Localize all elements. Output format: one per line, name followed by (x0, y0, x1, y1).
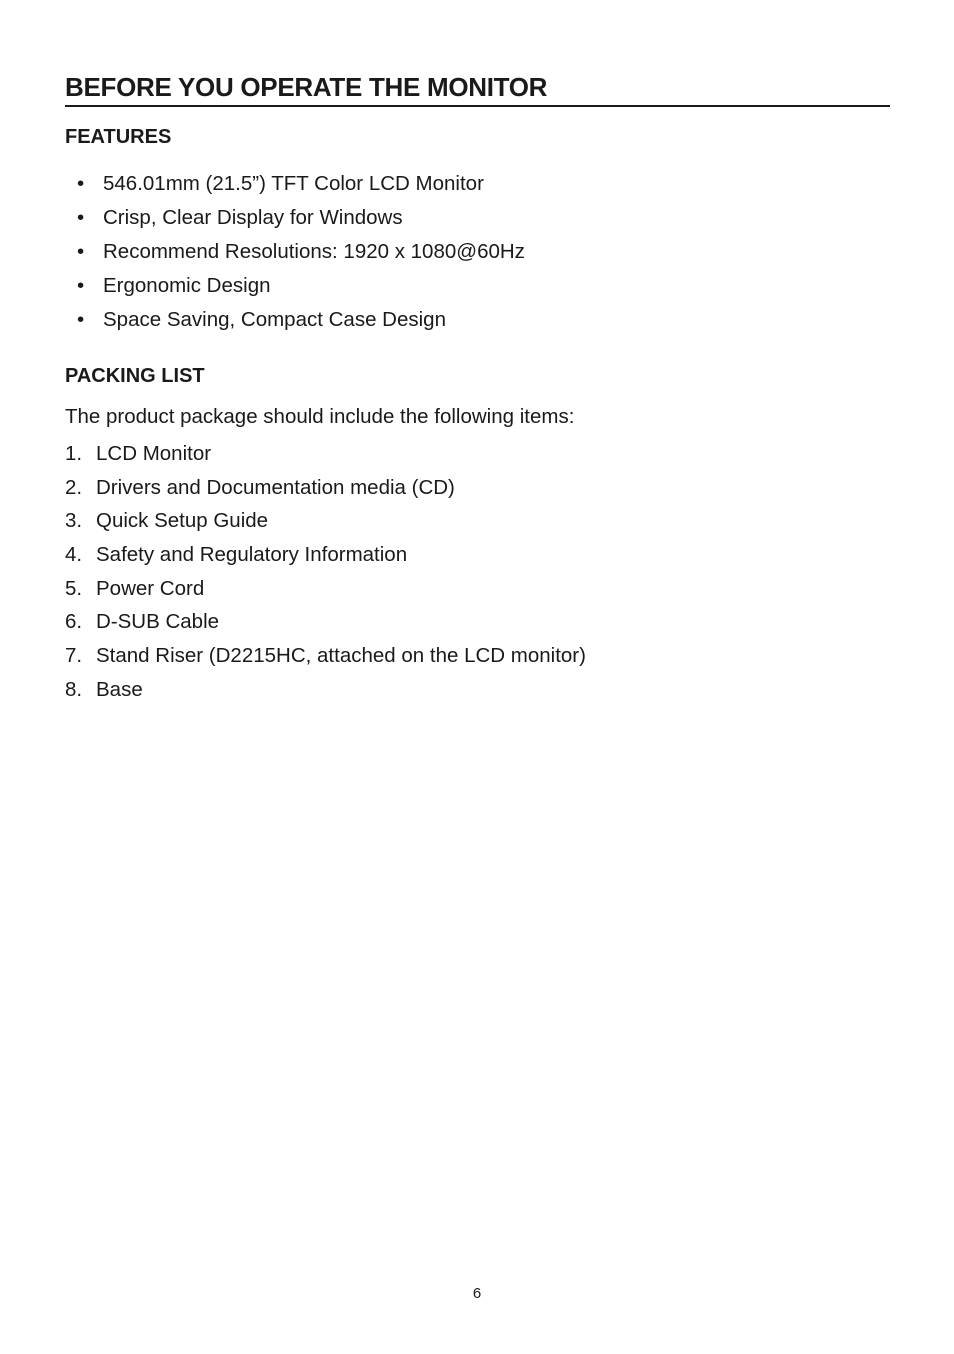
packing-list-heading: PACKING LIST (65, 365, 205, 387)
item-text: Quick Setup Guide (96, 509, 269, 533)
item-number: 1. (65, 442, 83, 465)
item-number: 6. (65, 610, 83, 634)
item-number: 3. (65, 509, 83, 533)
item-text: Power Cord (96, 576, 205, 600)
item-number: 8. (65, 677, 83, 701)
features-heading: FEATURES (65, 126, 172, 148)
item-number: 4. (65, 543, 83, 567)
item-number: 2. (65, 475, 83, 499)
bullet-icon: • (77, 206, 85, 229)
item-number: 5. (65, 576, 83, 600)
item-text: D-SUB Cable (96, 610, 220, 634)
feature-text: Ergonomic Design (103, 274, 271, 297)
item-text: Drivers and Documentation media (CD) (96, 475, 455, 499)
bullet-icon: • (77, 308, 85, 331)
item-text: Safety and Regulatory Information (96, 543, 408, 567)
feature-text: Recommend Resolutions: 1920 x 1080@60Hz (103, 240, 525, 263)
packing-list-intro: The product package should include the following items: (65, 405, 575, 428)
bullet-icon: • (77, 274, 85, 297)
bullet-icon: • (77, 240, 85, 263)
feature-text: Crisp, Clear Display for Windows (103, 206, 403, 229)
feature-text: Space Saving, Compact Case Design (103, 308, 446, 331)
page-title: BEFORE YOU OPERATE THE MONITOR (65, 71, 890, 107)
feature-text: 546.01mm (21.5”) TFT Color LCD Monitor (103, 172, 484, 195)
page-number: 6 (472, 1285, 482, 1302)
item-number: 7. (65, 644, 83, 668)
item-text: LCD Monitor (96, 442, 212, 465)
item-text: Stand Riser (D2215HC, attached on the LCD monitor) (96, 644, 586, 668)
item-text: Base (96, 677, 143, 701)
bullet-icon: • (77, 172, 85, 195)
